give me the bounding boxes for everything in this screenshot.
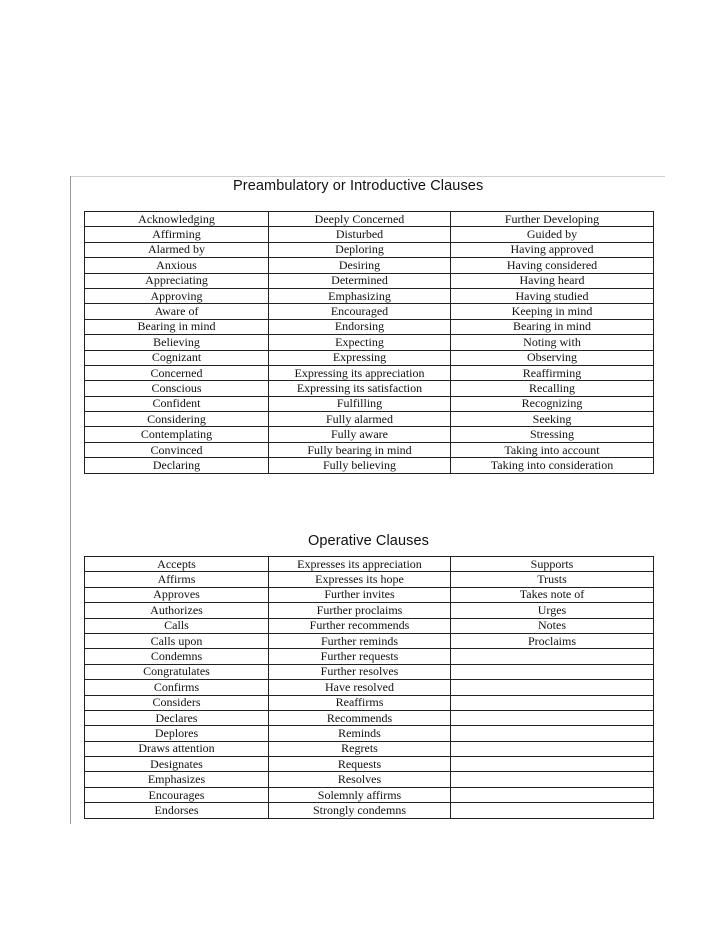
table-cell (451, 695, 654, 710)
table-cell: Confirms (85, 680, 269, 695)
table-cell (451, 649, 654, 664)
table-cell: Expecting (269, 335, 451, 350)
table-row (85, 319, 654, 334)
table-row (85, 710, 654, 725)
table-cell (451, 803, 654, 818)
table-row (85, 396, 654, 411)
table-cell: Recalling (451, 381, 654, 396)
table-row (85, 365, 654, 380)
table-cell: Disturbed (269, 227, 451, 242)
table-row (85, 557, 654, 572)
table-row (85, 695, 654, 710)
table-cell: Further recommends (269, 618, 451, 633)
table-cell: Having considered (451, 258, 654, 273)
table-row (85, 212, 654, 227)
table-row (85, 227, 654, 242)
table-cell: Deploring (269, 242, 451, 257)
table-cell: Observing (451, 350, 654, 365)
table-cell: Desiring (269, 258, 451, 273)
table-cell: Emphasizing (269, 288, 451, 303)
table-cell: Considering (85, 412, 269, 427)
table-row (85, 603, 654, 618)
table-cell: Encouraged (269, 304, 451, 319)
table-cell: Guided by (451, 227, 654, 242)
table-cell: Deplores (85, 726, 269, 741)
table-cell: Requests (269, 757, 451, 772)
table-cell: Further requests (269, 649, 451, 664)
table-row (85, 572, 654, 587)
preambulatory-table-body (85, 212, 654, 474)
table-cell: Takes note of (451, 587, 654, 602)
table-row (85, 726, 654, 741)
table-row (85, 757, 654, 772)
operative-table (84, 556, 654, 819)
table-cell: Expressing its appreciation (269, 365, 451, 380)
table-cell: Regrets (269, 741, 451, 756)
table-cell: Accepts (85, 557, 269, 572)
table-cell: Appreciating (85, 273, 269, 288)
table-cell: Reaffirming (451, 365, 654, 380)
table-cell: Emphasizes (85, 772, 269, 787)
table-row (85, 304, 654, 319)
table-cell (451, 680, 654, 695)
table-row (85, 618, 654, 633)
table-row (85, 772, 654, 787)
table-cell: Fully alarmed (269, 412, 451, 427)
table-row (85, 335, 654, 350)
table-cell: Endorsing (269, 319, 451, 334)
table-row (85, 381, 654, 396)
table-cell: Anxious (85, 258, 269, 273)
table-cell: Taking into account (451, 442, 654, 457)
table-cell: Reminds (269, 726, 451, 741)
table-cell (451, 772, 654, 787)
table-cell: Declaring (85, 458, 269, 473)
table-cell: Declares (85, 710, 269, 725)
table-cell (451, 757, 654, 772)
table-cell: Further Developing (451, 212, 654, 227)
table-cell: Stressing (451, 427, 654, 442)
preambulatory-title-text: Preambulatory or Introductive Clauses (233, 178, 484, 194)
table-row (85, 288, 654, 303)
table-cell: Believing (85, 335, 269, 350)
table-cell: Keeping in mind (451, 304, 654, 319)
table-cell: Fully believing (269, 458, 451, 473)
table-row (85, 633, 654, 648)
table-cell: Bearing in mind (451, 319, 654, 334)
table-cell: Convinced (85, 442, 269, 457)
table-cell (451, 726, 654, 741)
table-cell: Recommends (269, 710, 451, 725)
preambulatory-table (84, 211, 654, 474)
table-cell: Determined (269, 273, 451, 288)
table-cell: Calls (85, 618, 269, 633)
table-row (85, 350, 654, 365)
table-cell: Calls upon (85, 633, 269, 648)
table-cell: Seeking (451, 412, 654, 427)
table-cell (451, 787, 654, 802)
table-cell: Reaffirms (269, 695, 451, 710)
table-cell: Authorizes (85, 603, 269, 618)
table-row (85, 664, 654, 679)
table-cell: Resolves (269, 772, 451, 787)
page-border-left (70, 176, 71, 824)
table-cell: Fully aware (269, 427, 451, 442)
table-cell: Further reminds (269, 633, 451, 648)
table-cell: Approves (85, 587, 269, 602)
table-row (85, 442, 654, 457)
table-row (85, 273, 654, 288)
table-cell: Acknowledging (85, 212, 269, 227)
table-cell: Expressing (269, 350, 451, 365)
table-row (85, 803, 654, 818)
table-cell: Further proclaims (269, 603, 451, 618)
table-cell: Notes (451, 618, 654, 633)
table-row (85, 680, 654, 695)
table-cell: Strongly condemns (269, 803, 451, 818)
table-cell: Expresses its hope (269, 572, 451, 587)
table-row (85, 427, 654, 442)
operative-table-body (85, 557, 654, 819)
table-cell: Concerned (85, 365, 269, 380)
table-cell: Affirming (85, 227, 269, 242)
table-cell: Urges (451, 603, 654, 618)
table-cell: Designates (85, 757, 269, 772)
table-cell: Recognizing (451, 396, 654, 411)
table-cell: Condemns (85, 649, 269, 664)
table-cell: Considers (85, 695, 269, 710)
table-cell: Taking into consideration (451, 458, 654, 473)
table-cell: Having approved (451, 242, 654, 257)
table-cell: Further resolves (269, 664, 451, 679)
table-cell: Expressing its satisfaction (269, 381, 451, 396)
table-cell: Further invites (269, 587, 451, 602)
table-cell: Have resolved (269, 680, 451, 695)
table-cell: Having heard (451, 273, 654, 288)
table-cell: Expresses its appreciation (269, 557, 451, 572)
table-cell: Approving (85, 288, 269, 303)
table-row (85, 412, 654, 427)
table-cell: Congratulates (85, 664, 269, 679)
table-row (85, 587, 654, 602)
table-cell: Proclaims (451, 633, 654, 648)
table-row (85, 258, 654, 273)
table-cell (451, 741, 654, 756)
table-cell: Having studied (451, 288, 654, 303)
table-row (85, 741, 654, 756)
table-cell: Draws attention (85, 741, 269, 756)
table-row (85, 242, 654, 257)
table-cell (451, 710, 654, 725)
table-cell: Bearing in mind (85, 319, 269, 334)
operative-title-text: Operative Clauses (308, 533, 429, 549)
table-cell: Cognizant (85, 350, 269, 365)
table-cell: Contemplating (85, 427, 269, 442)
table-row (85, 649, 654, 664)
table-cell: Alarmed by (85, 242, 269, 257)
table-cell: Aware of (85, 304, 269, 319)
table-row (85, 787, 654, 802)
table-cell: Supports (451, 557, 654, 572)
table-cell: Confident (85, 396, 269, 411)
table-cell: Noting with (451, 335, 654, 350)
table-cell: Trusts (451, 572, 654, 587)
table-row (85, 458, 654, 473)
table-cell: Encourages (85, 787, 269, 802)
table-cell: Endorses (85, 803, 269, 818)
table-cell (451, 664, 654, 679)
table-cell: Conscious (85, 381, 269, 396)
page-border-top (70, 176, 665, 177)
table-cell: Solemnly affirms (269, 787, 451, 802)
table-cell: Deeply Concerned (269, 212, 451, 227)
table-cell: Fully bearing in mind (269, 442, 451, 457)
table-cell: Affirms (85, 572, 269, 587)
table-cell: Fulfilling (269, 396, 451, 411)
